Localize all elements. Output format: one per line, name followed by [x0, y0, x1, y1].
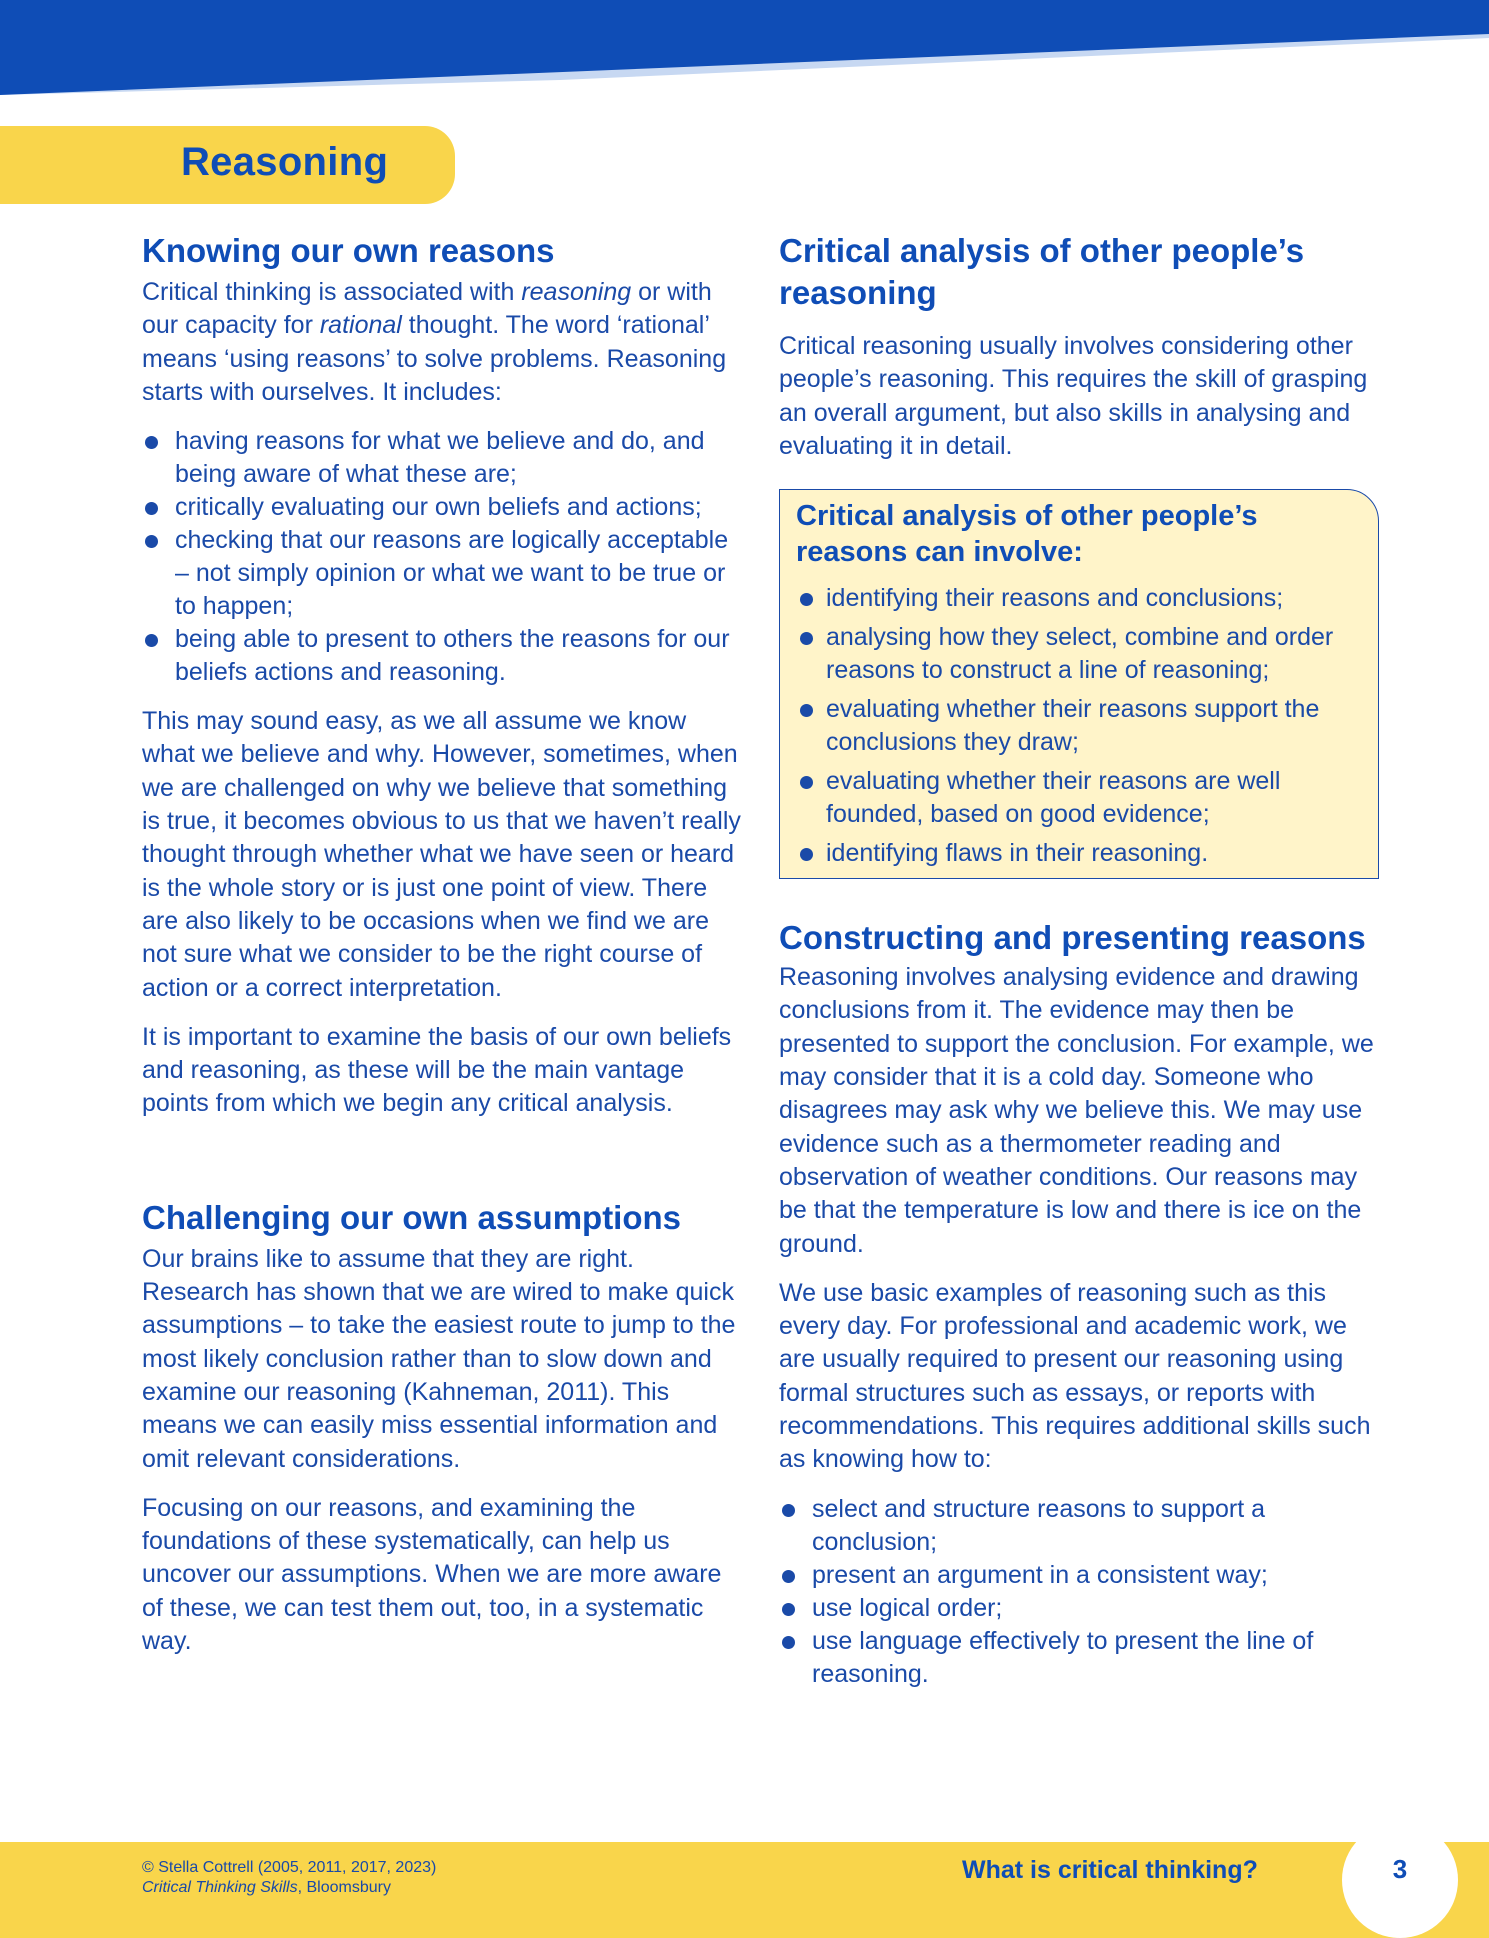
list-item: identifying their reasons and conclusions;: [796, 582, 1362, 615]
paragraph-critical-reasoning: Critical reasoning usually involves considering other people’s reasoning. This requires the skill of grasping an overall argument, but also skills in analysing and evaluating it in detail.: [779, 332, 1368, 460]
left-column: [142, 230, 742, 1658]
box-list: [796, 582, 1362, 870]
paragraph-sound-easy: This may sound easy, as we all assume we know what we believe and why. However, sometimes, when we are challenged on why we believe that something is true, it becomes obvious to us that we haven’t really thought through whether what we have seen or heard is the whole story or is just one point of view. There are also likely to be occasions when we find we are not sure what we consider to be the right course of action or a correct interpretation.: [142, 707, 741, 1002]
section-title-tab: [0, 126, 455, 204]
paragraph-intro: [142, 276, 742, 409]
heading-critical-analysis: Critical analysis of other people’s reasoning: [779, 232, 1305, 311]
list-item: analysing how they select, combine and order reasons to construct a line of reasoning;: [796, 621, 1362, 687]
paragraph-reasoning-evidence: Reasoning involves analysing evidence and drawing conclusions from it. The evidence may then be presented to support the conclusion. For example, we may consider that it is a cold day. Someone who disagrees may ask why we believe this. We may use evidence such as a thermometer reading and observation of weather conditions. Our reasons may be that the temperature is low and there is ice on the ground.: [779, 963, 1374, 1258]
paragraph-basic-examples: We use basic examples of reasoning such as this every day. For professional and academic work, we are usually required to present our reasoning using formal structures such as essays, or reports with recommendations. This requires additional skills such as knowing how to:: [779, 1278, 1371, 1474]
page-number-circle: [1342, 1822, 1458, 1938]
intro-emphasis-rational: rational: [319, 311, 402, 340]
intro-emphasis-reasoning: reasoning: [521, 278, 632, 306]
paragraph-brains-assume: Our brains like to assume that they are right. Research has shown that we are wired to make quick assumptions – to take the easiest route to jump to the most likely conclusion rather than to slow down and examine our reasoning (Kahneman, 2011). This means we can easily miss essential information and omit relevant considerations.: [142, 1244, 736, 1473]
list-item: identifying flaws in their reasoning.: [796, 837, 1362, 870]
skills-list: [779, 1493, 1379, 1691]
list-item: present an argument in a consistent way;: [779, 1559, 1379, 1592]
own-reasons-list: [142, 425, 742, 689]
intro-text-2: or with our capacity for: [142, 278, 712, 340]
copyright-text: © Stella Cottrell (2005, 2011, 2017, 2023): [142, 1859, 437, 1876]
book-title: Critical Thinking Skills: [142, 1879, 298, 1896]
list-item: being able to present to others the reasons for our beliefs actions and reasoning.: [142, 623, 742, 689]
list-item: select and structure reasons to support a conclusion;: [779, 1493, 1379, 1559]
paragraph-examine-basis: It is important to examine the basis of our own beliefs and reasoning, as these will be the main vantage points from which we begin any critical analysis.: [142, 1022, 732, 1118]
chapter-title: What is critical thinking?: [962, 1856, 1258, 1884]
list-item: critically evaluating our own beliefs and actions;: [142, 491, 742, 524]
list-item: use logical order;: [779, 1592, 1379, 1625]
section-title: Reasoning: [181, 140, 389, 184]
heading-constructing-reasons: Constructing and presenting reasons: [779, 919, 1366, 957]
list-item: evaluating whether their reasons support the conclusions they draw;: [796, 693, 1362, 759]
highlight-box: [779, 489, 1379, 879]
footer-copyright-block: [142, 1858, 436, 1898]
intro-text-1: Critical thinking is associated with: [142, 278, 522, 306]
list-item: having reasons for what we believe and do, and being aware of what these are;: [142, 425, 742, 491]
intro-text-3: thought. The word ‘rational’ means ‘using reasons’ to solve problems. Reasoning starts with ourselves. It includes:: [142, 311, 727, 406]
list-item: checking that our reasons are logically acceptable – not simply opinion or what we want to be true or to happen;: [142, 524, 742, 623]
header-band: [0, 0, 1489, 100]
box-heading: Critical analysis of other people’s reasons can involve:: [796, 500, 1258, 569]
footer-band: [0, 1842, 1489, 1938]
right-column: [779, 230, 1379, 1691]
paragraph-focusing-reasons: Focusing on our reasons, and examining the foundations of these systematically, can help us uncover our assumptions. When we are more aware of these, we can test them out, too, in a systematic way.: [142, 1493, 722, 1656]
publisher: , Bloomsbury: [297, 1879, 391, 1896]
list-item: use language effectively to present the line of reasoning.: [779, 1625, 1379, 1691]
book-credit: [142, 1878, 436, 1898]
heading-challenging-assumptions: Challenging our own assumptions: [142, 1198, 682, 1236]
page-number: 3: [1392, 1854, 1408, 1884]
heading-knowing-own-reasons: Knowing our own reasons: [142, 232, 555, 269]
list-item: evaluating whether their reasons are well founded, based on good evidence;: [796, 765, 1362, 831]
